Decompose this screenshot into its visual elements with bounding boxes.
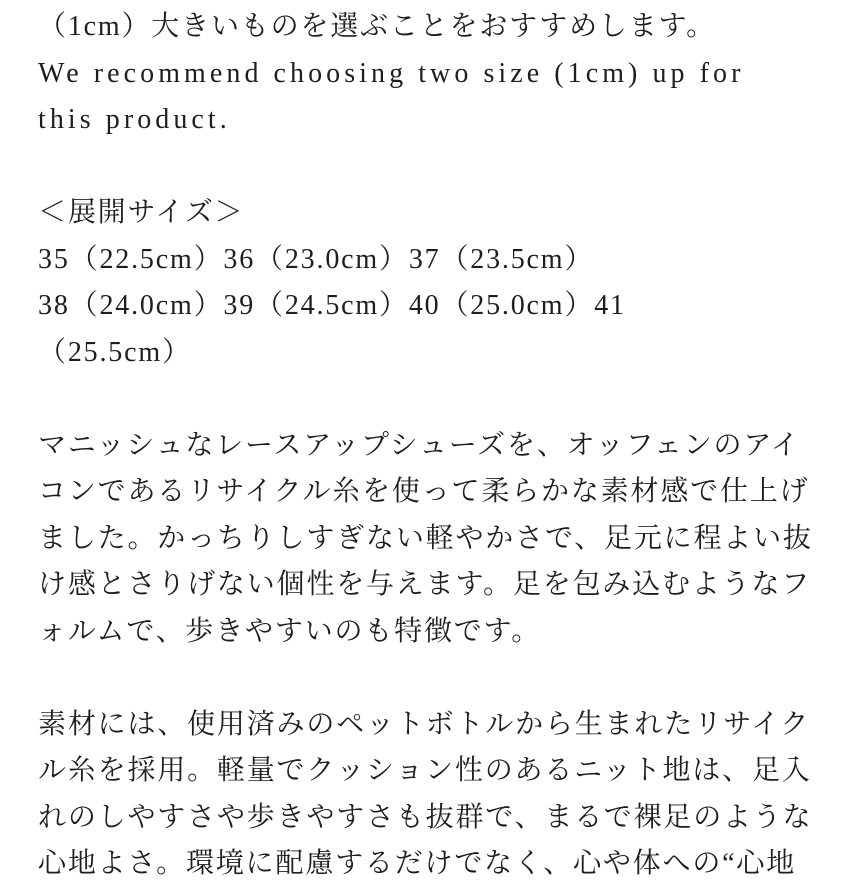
design-description-line-2: コンであるリサイクル糸を使って柔らかな素材感で仕上げ — [38, 476, 810, 507]
fit-note-line-jp: （1cm）大きいものを選ぶことをおすすめします。 — [38, 11, 716, 42]
design-description-paragraph — [38, 423, 821, 656]
fit-note-paragraph — [38, 4, 821, 144]
size-lineup-line-3: （25.5cm） — [38, 336, 192, 368]
size-lineup-line-1: 35（22.5cm）36（23.0cm）37（23.5cm） — [38, 243, 595, 275]
fit-note-line-en-1: We recommend choosing two size (1cm) up for — [38, 57, 745, 89]
material-description-line-4: 心地よさ。環境に配慮するだけでなく、心や体への“心地 — [38, 848, 797, 879]
design-description-line-5: ォルムで、歩きやすいのも特徴です。 — [38, 615, 542, 647]
size-lineup-heading: ＜展開サイズ＞ — [38, 197, 245, 228]
material-description-line-1: 素材には、使用済みのペットボトルから生まれたリサイク — [38, 708, 811, 740]
size-lineup-paragraph — [38, 190, 821, 376]
design-description-line-1: マニッシュなレースアップシューズを、オッフェンのアイ — [38, 429, 801, 461]
design-description-line-3: ました。かっちりしすぎない軽やかさで、足元に程よい抜 — [38, 522, 813, 554]
material-description-paragraph — [38, 702, 821, 888]
size-lineup-line-2: 38（24.0cm）39（24.5cm）40（25.0cm）41 — [38, 290, 626, 321]
material-description-line-2: ル糸を採用。軽量でクッション性のあるニット地は、足入 — [38, 755, 812, 786]
design-description-line-4: け感とさりげない個性を与えます。足を包み込むようなフ — [38, 569, 812, 600]
material-description-line-3: れのしやすさや歩きやすさも抜群で、まるで裸足のような — [38, 801, 813, 833]
fit-note-line-en-2: this product. — [38, 104, 231, 135]
